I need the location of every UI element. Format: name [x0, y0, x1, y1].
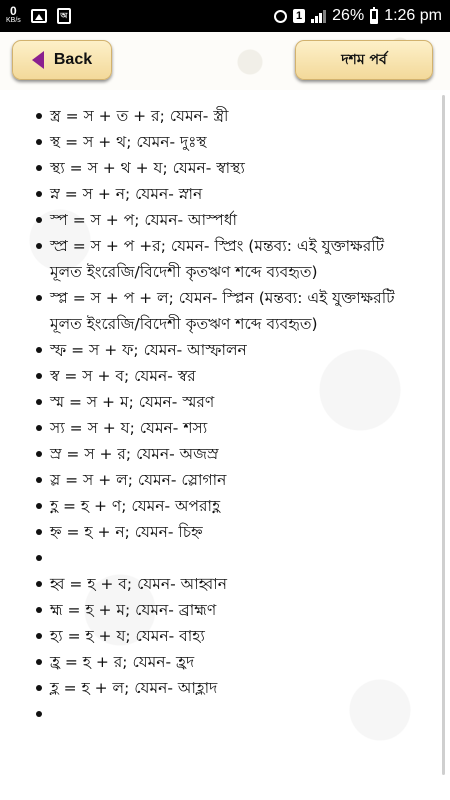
- list-item: হ্ব = হ + ব; যেমন- আহ্বান: [50, 571, 420, 597]
- list-item: স্র = স + র; যেমন- অজস্র: [50, 441, 420, 467]
- list-item: স্প্র = স + প +র; যেমন- স্প্রিং (মন্তব্য: এই যুক্তাক্ষরটি মূলত ইংরেজি/বিদেশী কৃতঋণ শব্দে ব্যবহৃত): [50, 233, 420, 285]
- list-item: স্ন = স + ন; যেমন- স্নান: [50, 181, 420, 207]
- list-item: হ্ল = হ + ল; যেমন- আহ্লাদ: [50, 675, 420, 701]
- back-button[interactable]: [12, 40, 112, 80]
- list-item: স্ত্র = স + ত + র; যেমন- স্ত্রী: [50, 103, 420, 129]
- list-item: স্য = স + য; যেমন- শস্য: [50, 415, 420, 441]
- chapter-title: দশম পর্ব: [341, 52, 387, 68]
- translate-icon: অ: [57, 8, 71, 24]
- content-area[interactable]: [0, 90, 450, 800]
- status-bar-right: [274, 0, 442, 32]
- alarm-icon: [274, 10, 287, 23]
- list-item: স্ব = স + ব; যেমন- স্বর: [50, 363, 420, 389]
- list-item: [50, 701, 420, 727]
- list-item: স্ল = স + ল; যেমন- স্লোগান: [50, 467, 420, 493]
- chapter-title-button[interactable]: [295, 40, 433, 80]
- status-bar: [0, 0, 450, 32]
- scrollbar[interactable]: [442, 95, 445, 775]
- list-item: স্ম = স + ম; যেমন- স্মরণ: [50, 389, 420, 415]
- battery-percent: 26%: [332, 7, 365, 24]
- list-item: হ্য = হ + য; যেমন- বাহ্য: [50, 623, 420, 649]
- back-arrow-icon: [32, 51, 44, 69]
- network-speed-unit: KB/s: [6, 17, 21, 24]
- signal-icon: [311, 9, 326, 23]
- list-item: হ্ন = হ + ন; যেমন- চিহ্ন: [50, 519, 420, 545]
- list-item: স্ফ = স + ফ; যেমন- আস্ফালন: [50, 337, 420, 363]
- list-item: [50, 545, 420, 571]
- conjunct-list: [0, 90, 420, 727]
- network-speed: [6, 6, 21, 26]
- network-speed-value: 0: [10, 4, 17, 18]
- battery-icon: [370, 9, 378, 24]
- list-item: হ্ম = হ + ম; যেমন- ব্রাহ্মণ: [50, 597, 420, 623]
- clock: 1:26 pm: [384, 7, 442, 24]
- image-icon: [31, 9, 47, 23]
- list-item: হ্ণ = হ + ণ; যেমন- অপরাহ্ণ: [50, 493, 420, 519]
- list-item: স্থ্য = স + থ + য; যেমন- স্বাস্থ্য: [50, 155, 420, 181]
- back-button-label: Back: [53, 51, 93, 68]
- header-bar: [0, 32, 450, 90]
- status-bar-left: [6, 2, 71, 30]
- list-item: স্প = স + প; যেমন- আস্পর্ধা: [50, 207, 420, 233]
- list-item: হ্র = হ + র; যেমন- হ্রদ: [50, 649, 420, 675]
- list-item: স্থ = স + থ; যেমন- দুঃস্থ: [50, 129, 420, 155]
- sim-1-icon: 1: [293, 9, 305, 23]
- list-item: স্প্ল = স + প + ল; যেমন- স্প্লিন (মন্তব্য: এই যুক্তাক্ষরটি মূলত ইংরেজি/বিদেশী কৃতঋণ শব্দে ব্যবহৃত): [50, 285, 420, 337]
